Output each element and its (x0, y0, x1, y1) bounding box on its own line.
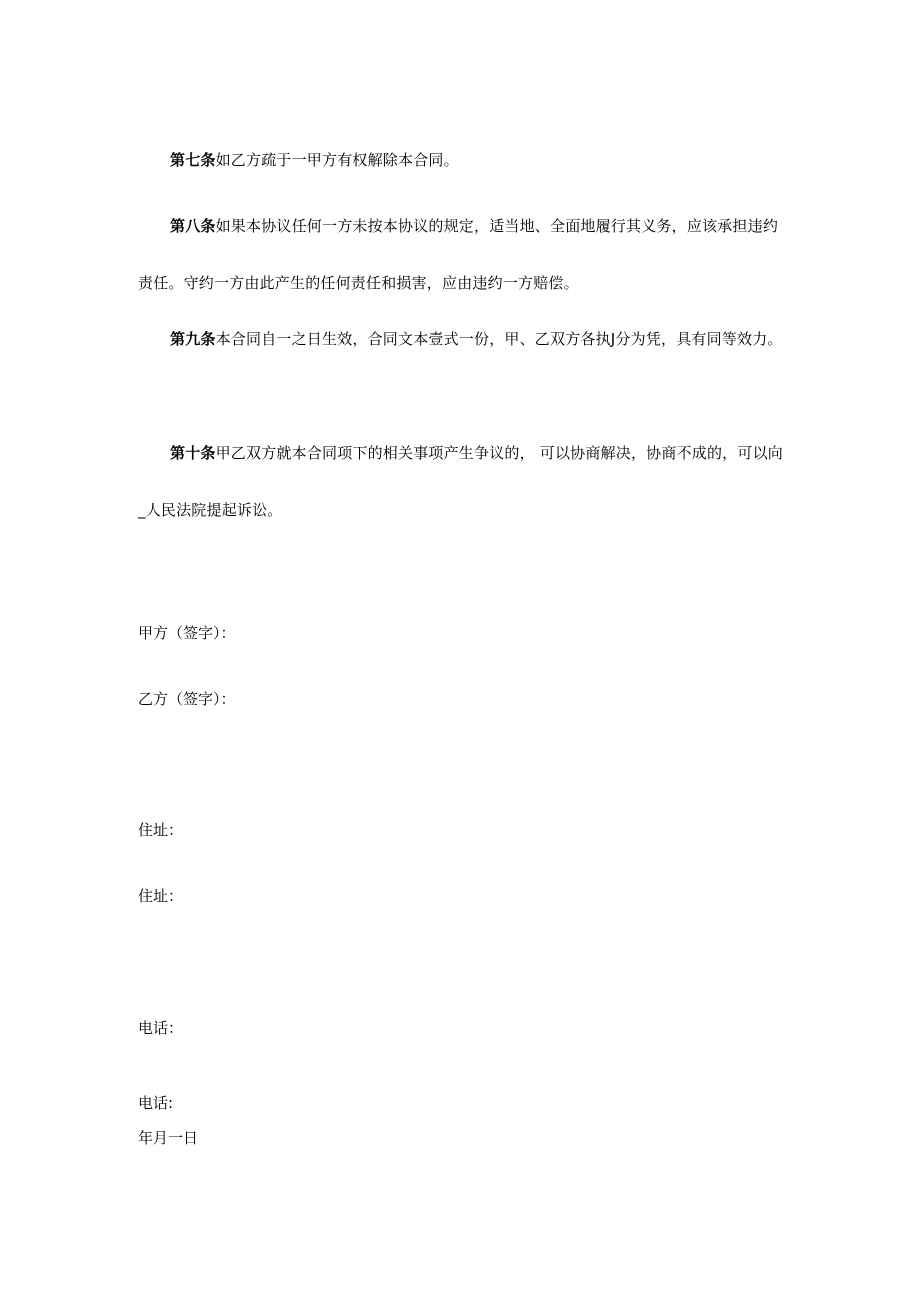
clause-7-text: 如乙方疏于一甲方有权解除本合同。 (215, 151, 459, 169)
clause-7-label: 第七条 (170, 151, 216, 169)
clause-9-text: 本合同自一之日生效，合同文本壹式一份，甲、乙双方各执J分为凭，具有同等效力。 (215, 330, 783, 348)
clause-9-label: 第九条 (170, 330, 216, 348)
party-b-address: 住址： (138, 887, 184, 905)
party-a-phone: 电话： (138, 1019, 184, 1037)
party-b-signature: 乙方（签字）： (138, 690, 236, 708)
clause-8 (138, 198, 788, 312)
clause-10 (138, 425, 788, 539)
clause-10-text: 甲乙双方就本合同项下的相关事项产生争议的， 可以协商解决，协商不成的，可以向_人民法院提起诉讼。 (138, 444, 783, 519)
clause-7 (138, 132, 788, 189)
clause-8-text: 如果本协议任何一方未按本协议的规定，适当地、全面地履行其义务，应该承担违约责任。守约一方由此产生的任何责任和损害，应由违约一方赔偿。 (138, 217, 779, 292)
clause-9 (138, 311, 788, 368)
clause-10-label: 第十条 (170, 444, 216, 462)
clause-8-label: 第八条 (170, 217, 216, 235)
party-a-signature: 甲方（签字）： (138, 624, 236, 642)
party-b-phone: 电话: (138, 1094, 174, 1112)
sign-date: 年月一日 (138, 1129, 199, 1147)
party-a-address: 住址： (138, 821, 184, 839)
